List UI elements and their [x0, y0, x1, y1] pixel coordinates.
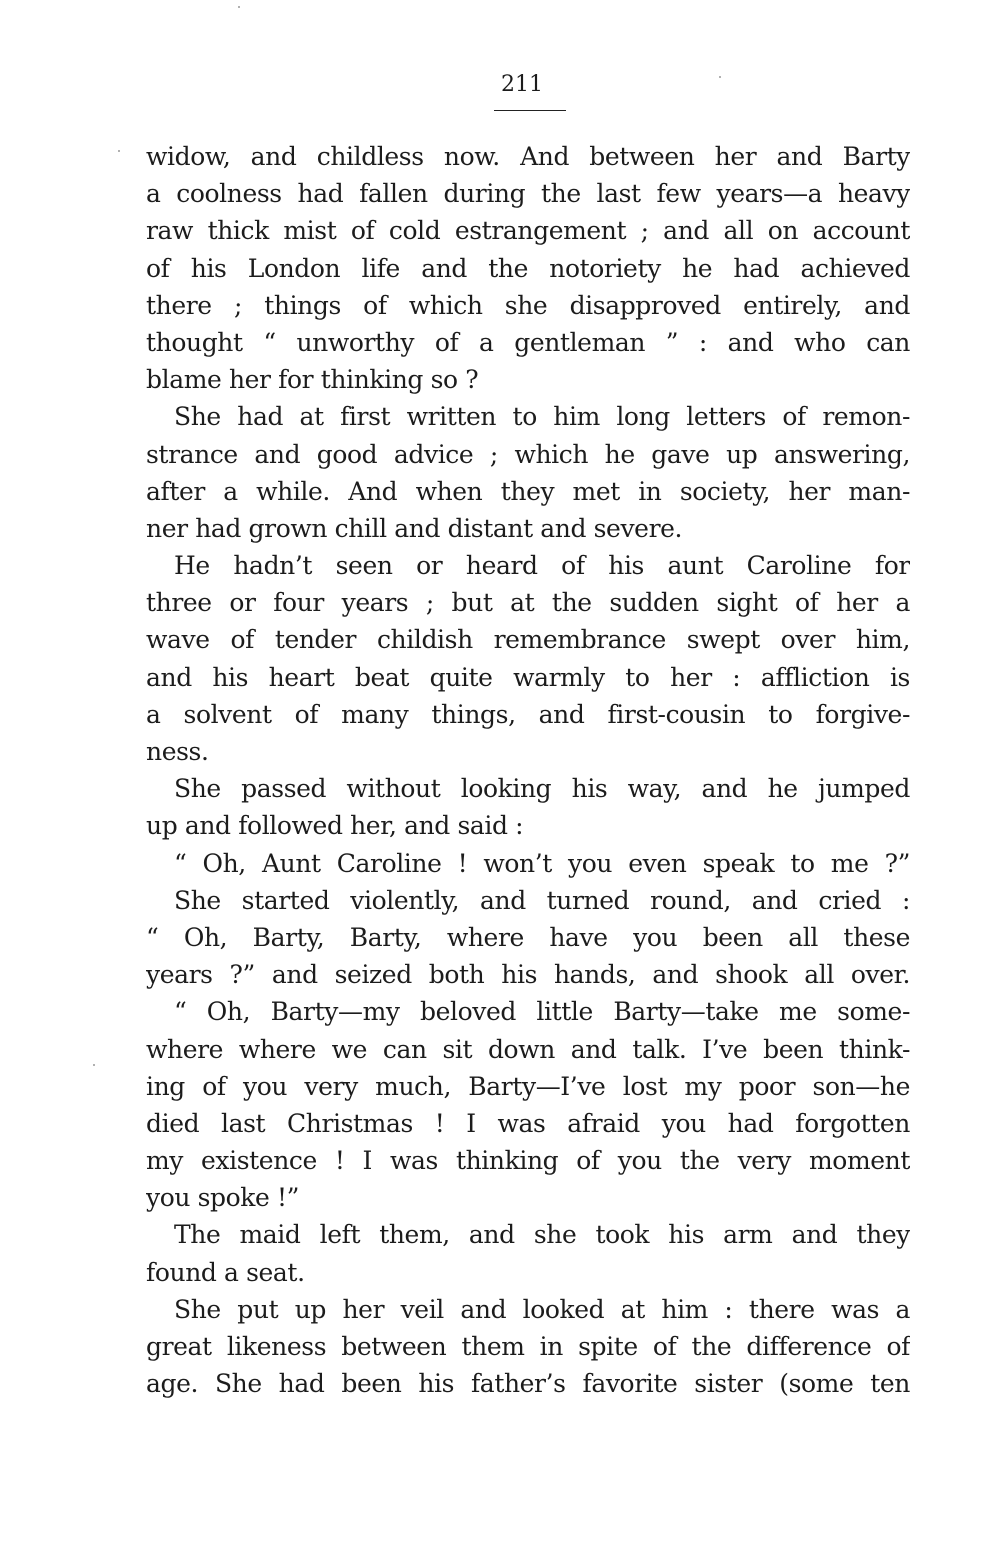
text-line: She started violently, and turned round, and cried : — [174, 885, 910, 915]
body-text — [146, 138, 910, 1402]
text-line: He hadn’t seen or heard of his aunt Caroline for — [174, 551, 910, 581]
text-line: died last Christmas ! I was afraid you had forgotten — [146, 1108, 910, 1138]
text-line: my existence ! I was thinking of you the very moment — [146, 1146, 910, 1176]
text-line: found a seat. — [146, 1257, 305, 1287]
text-line: you spoke !” — [146, 1183, 300, 1213]
text-line: She had at first written to him long letters of remon- — [174, 402, 910, 432]
text-line: great likeness between them in spite of the difference of — [146, 1332, 910, 1361]
text-line: a coolness had fallen during the last few years—a heavy — [146, 179, 910, 209]
text-line: ness. — [146, 737, 209, 766]
page-number: 211 — [501, 72, 543, 97]
text-line: up and followed her, and said : — [146, 811, 524, 841]
text-line: “ Oh, Aunt Caroline ! won’t you even speak to me ?” — [174, 848, 910, 878]
text-line: thought “ unworthy of a gentleman ” : and who can — [146, 327, 910, 357]
text-line: three or four years ; but at the sudden sight of her a — [146, 588, 910, 618]
text-line: widow, and childless now. And between her and Barty — [146, 142, 910, 171]
scan-speck — [719, 76, 721, 78]
text-line: She passed without looking his way, and he jumped — [174, 774, 910, 804]
text-line: where where we can sit down and talk. I’ve been think- — [146, 1034, 910, 1064]
text-line: strance and good advice ; which he gave up answering, — [146, 439, 910, 469]
text-line: raw thick mist of cold estrangement ; and all on account — [146, 216, 910, 246]
text-line: of his London life and the notoriety he had achieved — [146, 253, 910, 283]
scan-speck — [118, 150, 120, 152]
text-line: “ Oh, Barty—my beloved little Barty—take me some- — [174, 997, 910, 1027]
text-line: She put up her veil and looked at him : there was a — [174, 1294, 910, 1324]
text-line: The maid left them, and she took his arm and they — [174, 1220, 910, 1250]
text-line: and his heart beat quite warmly to her : affliction is — [146, 662, 910, 692]
text-line: there ; things of which she disapproved entirely, and — [146, 290, 910, 320]
text-line: a solvent of many things, and first-cousin to forgive- — [146, 699, 910, 729]
text-line: wave of tender childish remembrance swept over him, — [146, 625, 910, 655]
text-line: ner had grown chill and distant and severe. — [146, 513, 683, 543]
text-line: after a while. And when they met in society, her man- — [146, 476, 910, 506]
text-line: ing of you very much, Barty—I’ve lost my poor son—he — [146, 1071, 910, 1101]
text-line: blame her for thinking so ? — [146, 365, 479, 395]
scan-speck — [238, 6, 240, 8]
scan-speck — [93, 1064, 95, 1066]
text-line: years ?” and seized both his hands, and shook all over. — [146, 960, 910, 990]
text-line: age. She had been his father’s favorite sister (some ten — [146, 1369, 910, 1399]
text-line: “ Oh, Barty, Barty, where have you been all these — [146, 922, 910, 952]
header-rule — [494, 110, 566, 111]
